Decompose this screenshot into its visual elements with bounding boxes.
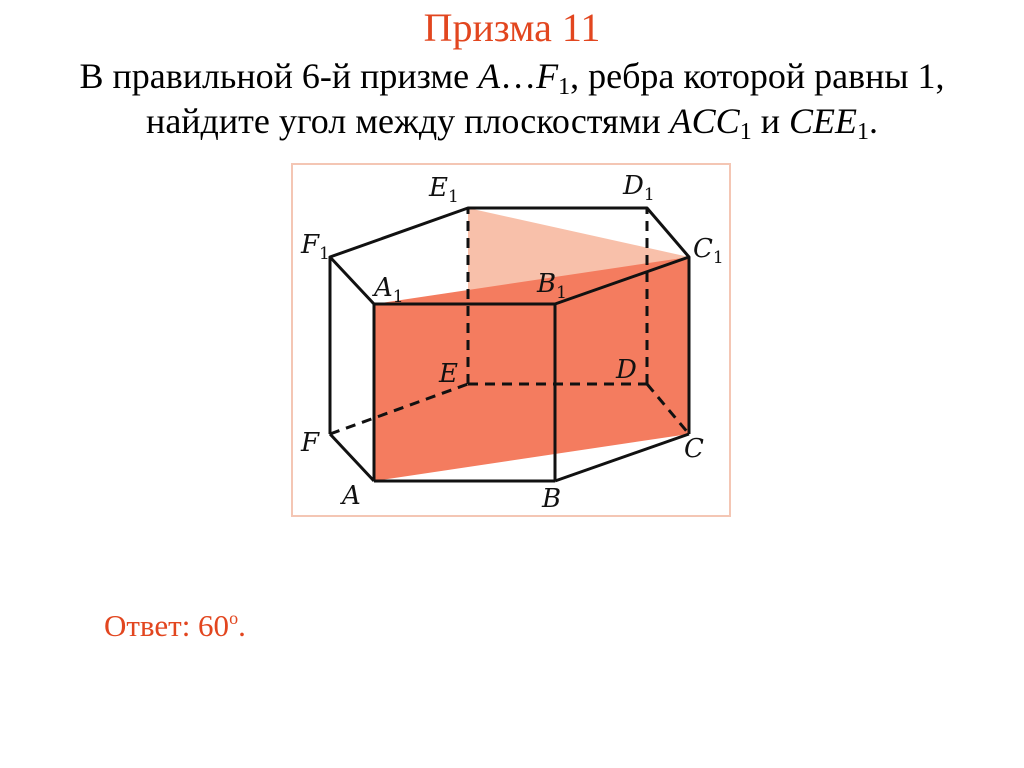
label-b1: $B_1$: [537, 269, 567, 303]
plane-acc1: [374, 257, 689, 481]
label-a: A: [342, 481, 361, 511]
plane-1-name: ACC: [669, 101, 740, 141]
label-f1: $F_1$: [301, 230, 330, 264]
plane-2-name: CEE: [788, 101, 857, 141]
prism-figure: [291, 163, 731, 517]
label-f: F: [301, 428, 320, 458]
prism-end-subscript: 1: [558, 74, 571, 100]
answer: [104, 606, 246, 646]
conjunction: и: [751, 101, 789, 141]
problem-line-2-text: найдите угол между плоскостями: [146, 101, 670, 141]
problem-line-1: [0, 54, 1024, 99]
problem-line-1-text: В правильной 6-й призме: [79, 56, 479, 96]
ellipsis: …: [500, 56, 537, 96]
label-a1: $A_1$: [374, 273, 404, 307]
label-d: D: [616, 355, 637, 385]
problem-line-1-rest: , ребра которой равны 1,: [570, 56, 945, 96]
edge-f-a: [330, 434, 374, 481]
label-e: E: [439, 359, 458, 389]
plane-2-subscript: 1: [856, 119, 869, 145]
answer-degree: о: [229, 608, 239, 628]
problem-end: .: [868, 101, 878, 141]
answer-label: Ответ: 60: [104, 608, 230, 643]
problem-statement: [0, 54, 1024, 144]
label-d1: $D_1$: [623, 171, 655, 205]
label-b: B: [542, 484, 562, 514]
plane-1-subscript: 1: [739, 119, 752, 145]
slide-title: Призма 11: [423, 5, 601, 50]
problem-line-2: [0, 99, 1024, 144]
label-e1: $E_1$: [429, 173, 459, 207]
label-c1: $C_1$: [693, 234, 724, 268]
prism-diagram: [291, 163, 731, 517]
prism-end-vertex: F: [536, 56, 559, 96]
prism-start-vertex: A: [478, 56, 501, 96]
answer-end: .: [238, 608, 246, 643]
label-c: C: [684, 434, 704, 464]
